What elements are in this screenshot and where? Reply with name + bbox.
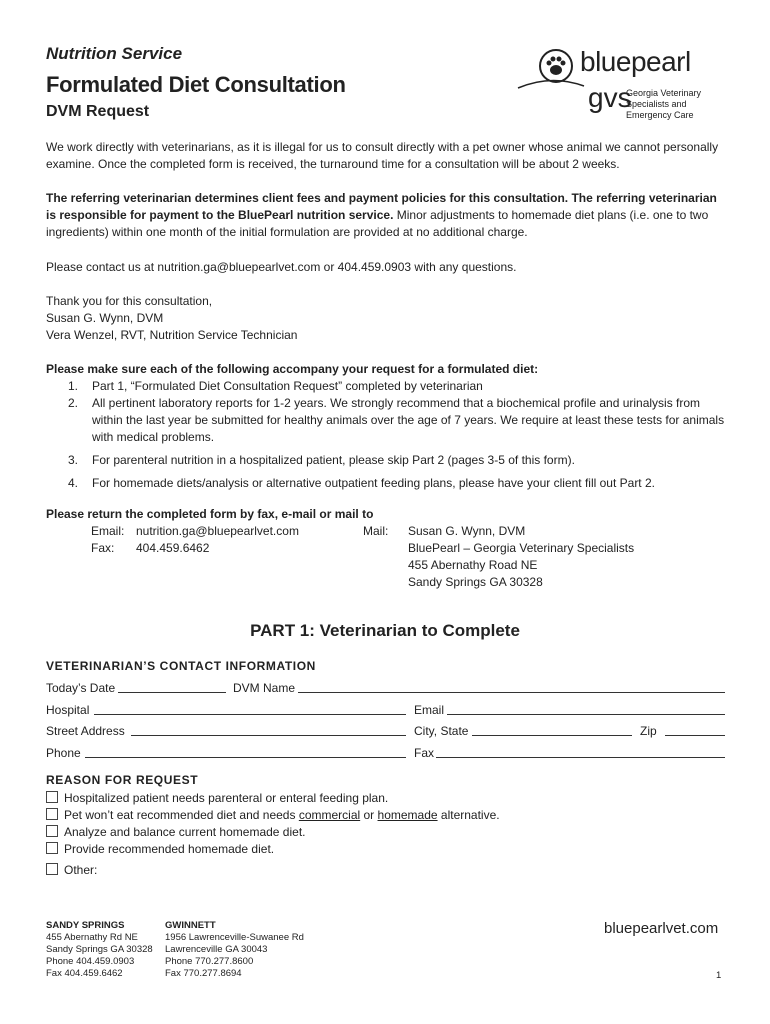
checkbox[interactable] (46, 825, 58, 837)
requirements-list (46, 378, 726, 492)
contact-paragraph: Please contact us at nutrition.ga@bluepearlvet.com or 404.459.0903 with any questions. (46, 260, 517, 274)
logo-gvs: gvs (588, 82, 632, 113)
logo-swoosh (516, 78, 586, 92)
return-email-label: Email: (91, 524, 125, 538)
hospital-label: Hospital (46, 703, 90, 717)
city-state-label: City, State (414, 724, 469, 738)
zip-field[interactable] (665, 722, 725, 736)
reason-heading: REASON FOR REQUEST (46, 773, 199, 787)
return-email[interactable]: nutrition.ga@bluepearlvet.com (136, 524, 299, 538)
service-label: Nutrition Service (46, 44, 183, 63)
phone-field[interactable] (85, 744, 406, 758)
phone-label: Phone (46, 746, 81, 760)
email-field[interactable] (447, 701, 725, 715)
bluepearl-logo (516, 44, 731, 124)
logo-brand: bluepearl (580, 46, 691, 77)
page-subtitle: DVM Request (46, 103, 150, 120)
page-title: Formulated Diet Consultation (46, 72, 346, 97)
return-fax-label: Fax: (91, 541, 115, 555)
dvm-name-label: DVM Name (233, 681, 296, 695)
part1-title: PART 1: Veterinarian to Complete (250, 621, 520, 640)
intro-paragraph: We work directly with veterinarians, as it is illegal for us to consult directly with a pet owner whose animal we cannot personally examine. Once the completed form is received, the turnaround time for a consultation will be about 2 weeks. (46, 140, 719, 171)
return-heading: Please return the completed form by fax, e-mail or mail to (46, 507, 374, 521)
checkbox[interactable] (46, 842, 58, 854)
return-mail-address: Susan G. Wynn, DVM BluePearl – Georgia Veterinary Specialists 455 Abernathy Road NE Sandy Springs GA 30328 (408, 524, 635, 589)
list-item: 4. For homemade diets/analysis or alternative outpatient feeding plans, please have your client fill out Part 2. (68, 476, 655, 490)
fax-label: Fax (414, 746, 435, 760)
date-field[interactable] (118, 679, 226, 693)
thanks-block: Thank you for this consultation, Susan G. Wynn, DVM Vera Wenzel, RVT, Nutrition Service Technician (46, 294, 298, 342)
date-label: Today’s Date (46, 681, 116, 695)
list-item: 2. All pertinent laboratory reports for 1-2 years. We strongly recommend that a biochemical profile and urinalysis from within the last year be submitted for healthy animals over the age of 7 years. We require at least these tests for animals with medical problems. (68, 396, 725, 444)
reason-wont-eat[interactable]: Pet won’t eat recommended diet and needs commercial or homemade alternative. (46, 807, 500, 824)
logo-tagline: Georgia Veterinary Specialists and Emergency Care (626, 88, 702, 120)
contact-heading: VETERINARIAN’S CONTACT INFORMATION (46, 659, 316, 673)
dvm-name-field[interactable] (298, 679, 725, 693)
hospital-field[interactable] (94, 701, 406, 715)
city-state-field[interactable] (472, 722, 632, 736)
list-item: 1. Part 1, “Formulated Diet Consultation Request” completed by veterinarian (68, 379, 483, 393)
footer-gwinnett: GWINNETT 1956 Lawrenceville-Suwanee Rd Lawrenceville GA 30043 Phone 770.277.8600 Fax 770.277.8694 (165, 920, 304, 979)
requirements-heading: Please make sure each of the following accompany your request for a formulated diet: (46, 362, 539, 376)
reason-analyze[interactable]: Analyze and balance current homemade diet. (46, 824, 305, 841)
street-label: Street Address (46, 724, 125, 738)
page-number: 1 (716, 970, 722, 981)
zip-label: Zip (640, 724, 657, 738)
checkbox[interactable] (46, 863, 58, 875)
footer-sandy-springs: SANDY SPRINGS 455 Abernathy Rd NE Sandy Springs GA 30328 Phone 404.459.0903 Fax 404.459.6462 (46, 920, 153, 979)
payment-paragraph: The referring veterinarian determines client fees and payment policies for this consultation. The referring veterinarian is responsible for payment to the BluePearl nutrition service. Minor adjustments to homemade diet plans (i.e. one to two ingredients) within one month of the initial formulation are provided at no additional charge. (46, 191, 717, 239)
return-mail-label: Mail: (363, 524, 389, 538)
footer-website[interactable]: bluepearlvet.com (604, 920, 719, 937)
fax-field[interactable] (436, 744, 725, 758)
checkbox[interactable] (46, 808, 58, 820)
return-fax: 404.459.6462 (136, 541, 210, 555)
checkbox[interactable] (46, 791, 58, 803)
list-item: 3. For parenteral nutrition in a hospitalized patient, please skip Part 2 (pages 3-5 of this form). (68, 453, 575, 467)
email-label: Email (414, 703, 445, 717)
street-field[interactable] (131, 722, 406, 736)
reason-provide[interactable]: Provide recommended homemade diet. (46, 841, 274, 858)
reason-hospitalized[interactable]: Hospitalized patient needs parenteral or enteral feeding plan. (46, 790, 388, 807)
reason-other[interactable]: Other: (46, 862, 97, 879)
